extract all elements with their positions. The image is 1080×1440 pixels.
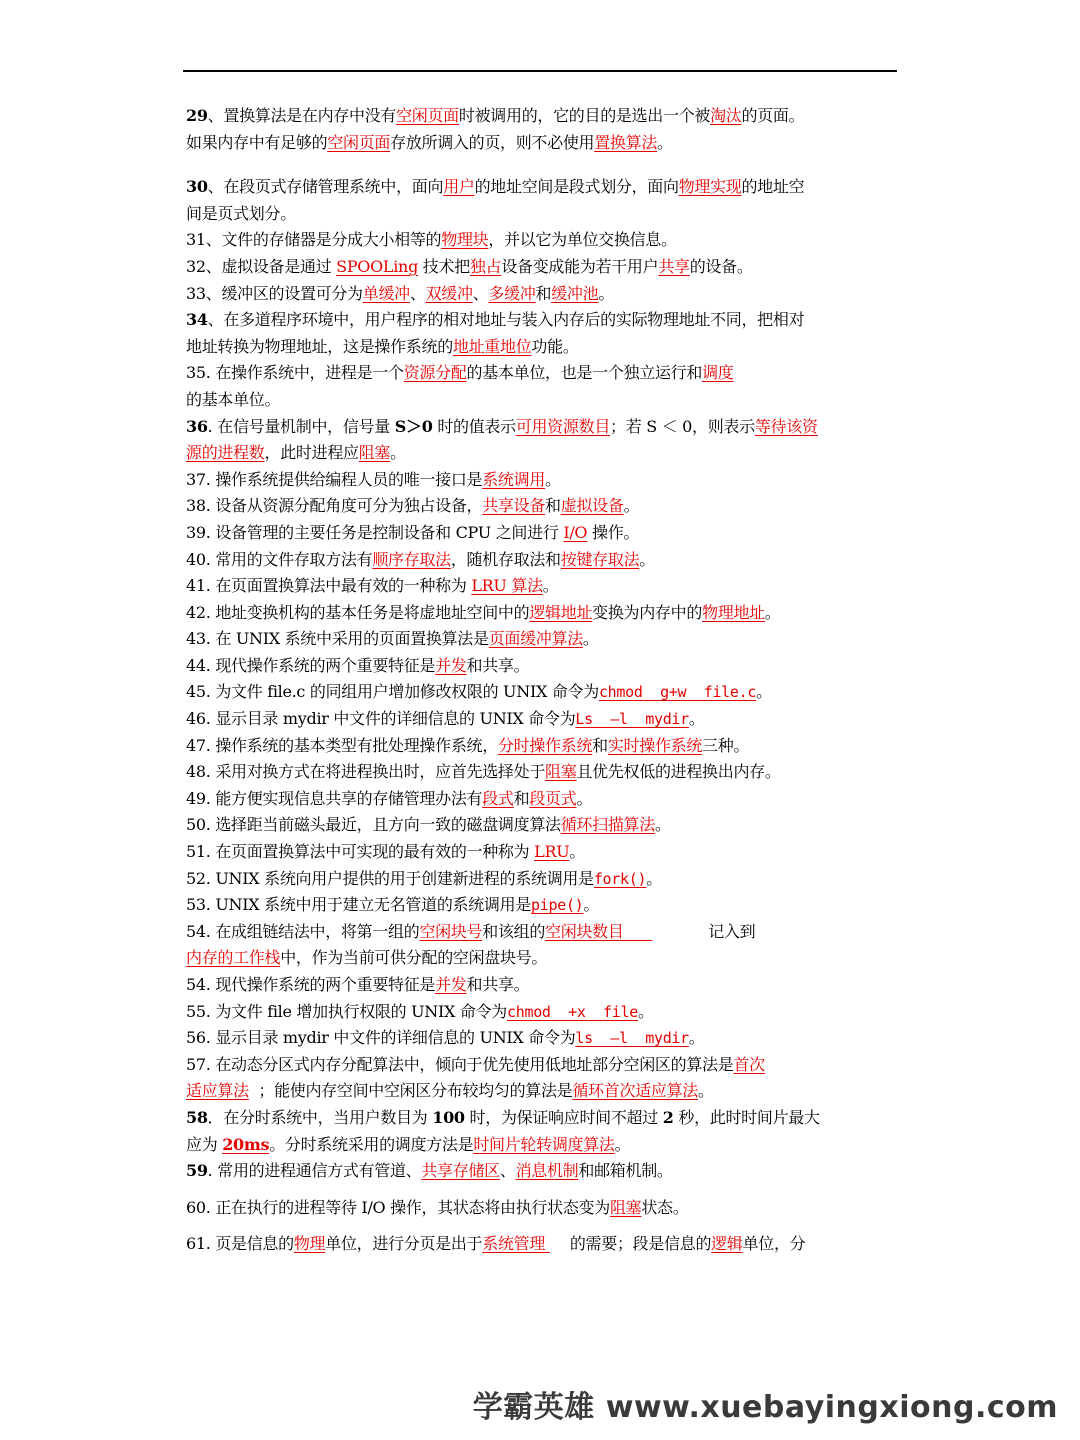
answer: 页面缓冲算法 <box>488 629 583 649</box>
answer: 段式 <box>482 788 514 808</box>
answer: chmod g+w file.c <box>598 683 757 702</box>
line-29b: 如果内存中有足够的空闲页面存放所调入的页，则不必使用置换算法。 <box>186 132 673 152</box>
answer: 逻辑 <box>711 1234 743 1254</box>
line-49: 49. 能方便实现信息共享的存储管理办法有段式和段页式。 <box>186 788 593 808</box>
answer: 空闲块数目 <box>545 921 653 941</box>
line-57a: 57. 在动态分区式内存分配算法中，倾向于优先使用低地址部分空闲区的算法是首次 <box>186 1054 765 1074</box>
line-58a: 58．在分时系统中，当用户数目为 100 时，为保证响应时间不超过 2 秒，此时时间片最大 <box>186 1107 820 1127</box>
answer: 按键存取法 <box>560 549 640 569</box>
line-61: 61. 页是信息的物理单位，进行分页是出于系统管理 的需要；段是信息的逻辑单位，分 <box>186 1234 806 1254</box>
line-37: 37. 操作系统提供给编程人员的唯一接口是系统调用。 <box>186 469 561 489</box>
answer: 时间片轮转调度算法 <box>473 1134 615 1154</box>
line-36b: 源的进程数，此时进程应阻塞。 <box>186 443 406 463</box>
answer: 系统管理 <box>482 1234 550 1254</box>
answer: 空闲块号 <box>419 921 483 941</box>
answer: SPOOLing <box>336 256 419 276</box>
line-54c: 54. 现代操作系统的两个重要特征是并发和共享。 <box>186 975 530 994</box>
line-41: 41. 在页面置换算法中最有效的一种称为 LRU 算法。 <box>186 576 559 596</box>
line-33: 33、缓冲区的设置可分为单缓冲、双缓冲、多缓冲和缓冲池。 <box>186 283 615 303</box>
line-35a: 35. 在操作系统中，进程是一个资源分配的基本单位，也是一个独立运行和调度 <box>186 363 734 383</box>
line-29a: 29、置换算法是在内存中没有空闲页面时被调用的，它的目的是选出一个被淘汰的页面。 <box>186 106 805 125</box>
line-57b: 适应算法 ；能使内存空间中空闲区分布较均匀的算法是循环首次适应算法。 <box>186 1081 714 1101</box>
answer: 用户 <box>443 177 475 197</box>
answer: 共享设备 <box>482 496 546 516</box>
answer: 置换算法 <box>594 132 658 152</box>
answer: 共享 <box>658 256 690 276</box>
answer: 淘汰 <box>710 106 742 125</box>
line-31: 31、文件的存储器是分成大小相等的物理块，并以它为单位交换信息。 <box>186 230 677 250</box>
line-58b: 应为 20ms。分时系统采用的调度方法是时间片轮转调度算法。 <box>186 1134 631 1154</box>
answer: 虚拟设备 <box>560 496 624 516</box>
answer: LRU <box>534 842 570 862</box>
answer: 顺序存取法 <box>372 549 451 569</box>
answer: 物理实现 <box>678 177 742 197</box>
answer: 实时操作系统 <box>607 735 703 755</box>
answer: 多缓冲 <box>488 283 536 303</box>
answer: 阻塞 <box>545 762 577 782</box>
line-34b: 地址转换为物理地址，这是操作系统的地址重地位功能。 <box>186 336 579 356</box>
line-59: 59. 常用的进程通信方式有管道、共享存储区、消息机制和邮箱机制。 <box>186 1161 673 1181</box>
answer: LRU 算法 <box>471 576 543 596</box>
line-45: 45. 为文件 file.c 的同组用户增加修改权限的 UNIX 命令为chmod g+w file.c。 <box>186 682 772 702</box>
answer: 内存的工作栈 <box>186 948 281 968</box>
line-48: 48. 采用对换方式在将进程换出时，应首先选择处于阻塞且优先权低的进程换出内存。 <box>186 762 781 782</box>
answer: 单缓冲 <box>362 283 410 303</box>
line-30a: 30、在段页式存储管理系统中，面向用户的地址空间是段式划分，面向物理实现的地址空 <box>186 177 805 197</box>
answer: 物理地址 <box>702 602 765 622</box>
line-54a: 54. 在成组链结法中，将第一组的空闲块号和该组的空闲块数目 记入到 <box>186 921 756 941</box>
answer: 空闲页面 <box>327 132 391 152</box>
answer: chmod +x file <box>507 1002 638 1021</box>
line-35b: 的基本单位。 <box>186 389 281 409</box>
line-46: 46. 显示目录 mydir 中文件的详细信息的 UNIX 命令为Ls –l mydir。 <box>186 709 705 729</box>
answer: 段页式 <box>529 788 577 808</box>
line-47: 47. 操作系统的基本类型有批处理操作系统，分时操作系统和实时操作系统三种。 <box>186 735 750 755</box>
line-51: 51. 在页面置换算法中可实现的最有效的一种称为 LRU。 <box>186 842 586 862</box>
answer: 物理 <box>293 1234 326 1254</box>
line-54b: 内存的工作栈中，作为当前可供分配的空闲盘块号。 <box>186 948 548 968</box>
line-50: 50. 选择距当前磁头最近，且方向一致的磁盘调度算法循环扫描算法。 <box>186 815 671 835</box>
line-53: 53. UNIX 系统中用于建立无名管道的系统调用是pipe()。 <box>186 895 600 915</box>
answer: 系统调用 <box>482 469 546 489</box>
answer: 地址重地位 <box>452 336 532 356</box>
answer: 消息机制 <box>515 1161 579 1181</box>
answer: 源的进程数 <box>186 443 265 463</box>
line-44: 44. 现代操作系统的两个重要特征是并发和共享。 <box>186 655 530 675</box>
answer: 调度 <box>702 363 734 383</box>
answer: 首次 <box>733 1054 765 1074</box>
answer: 循环扫描算法 <box>560 815 655 835</box>
answer: 可用资源数目 <box>515 416 611 436</box>
line-36a: 36. 在信号量机制中，信号量 S＞0 时的值表示可用资源数目；若 S ＜ 0，则表示等待该资 <box>186 416 818 436</box>
answer: fork() <box>593 869 647 888</box>
answer: 并发 <box>435 975 467 994</box>
answer: 缓冲池 <box>551 283 599 303</box>
document-body <box>186 103 901 1258</box>
line-30b: 间是页式划分。 <box>186 203 296 223</box>
line-34a: 34、在多道程序环境中，用户程序的相对地址与装入内存后的实际物理地址不同，把相对 <box>186 310 805 330</box>
answer: 适应算法 <box>186 1081 249 1101</box>
answer: 阻塞 <box>358 443 391 463</box>
answer: ls –l mydir <box>575 1029 689 1048</box>
answer: 等待该资 <box>754 416 818 436</box>
header-rule <box>183 70 897 72</box>
line-42: 42. 地址变换机构的基本任务是将虚地址空间中的逻辑地址变换为内存中的物理地址。 <box>186 602 781 622</box>
answer: 资源分配 <box>403 363 467 383</box>
answer: 逻辑地址 <box>529 602 593 622</box>
answer: Ls –l mydir <box>575 710 689 729</box>
watermark: 学霸英雄 www.xuebayingxiong.com <box>472 1390 1058 1425</box>
answer: 双缓冲 <box>425 283 473 303</box>
answer: pipe() <box>531 896 584 915</box>
line-56: 56. 显示目录 mydir 中文件的详细信息的 UNIX 命令为ls –l mydir。 <box>186 1028 705 1048</box>
line-38: 38. 设备从资源分配角度可分为独占设备，共享设备和虚拟设备。 <box>186 496 640 516</box>
answer: 并发 <box>435 655 467 675</box>
answer: 物理块 <box>441 230 489 250</box>
answer: 独占 <box>469 256 502 276</box>
line-40: 40. 常用的文件存取方法有顺序存取法，随机存取法和按键存取法。 <box>186 549 655 569</box>
answer: 共享存储区 <box>421 1161 500 1181</box>
answer: 阻塞 <box>609 1197 642 1217</box>
line-32: 32、虚拟设备是通过 SPOOLing 技术把独占设备变成能为若干用户共享的设备。 <box>186 256 753 276</box>
line-43: 43. 在 UNIX 系统中采用的页面置换算法是页面缓冲算法。 <box>186 629 599 649</box>
answer: 空闲页面 <box>396 106 459 125</box>
line-52: 52. UNIX 系统向用户提供的用于创建新进程的系统调用是fork()。 <box>186 868 662 888</box>
line-60: 60. 正在执行的进程等待 I/O 操作，其状态将由执行状态变为阻塞状态。 <box>186 1197 689 1217</box>
answer: 20ms <box>222 1134 270 1154</box>
answer: I/O <box>563 522 588 542</box>
line-55: 55. 为文件 file 增加执行权限的 UNIX 命令为chmod +x file。 <box>186 1001 654 1021</box>
line-39: 39. 设备管理的主要任务是控制设备和 CPU 之间进行 I/O 操作。 <box>186 522 640 542</box>
answer: 分时操作系统 <box>497 735 593 755</box>
answer: 循环首次适应算法 <box>572 1081 698 1101</box>
